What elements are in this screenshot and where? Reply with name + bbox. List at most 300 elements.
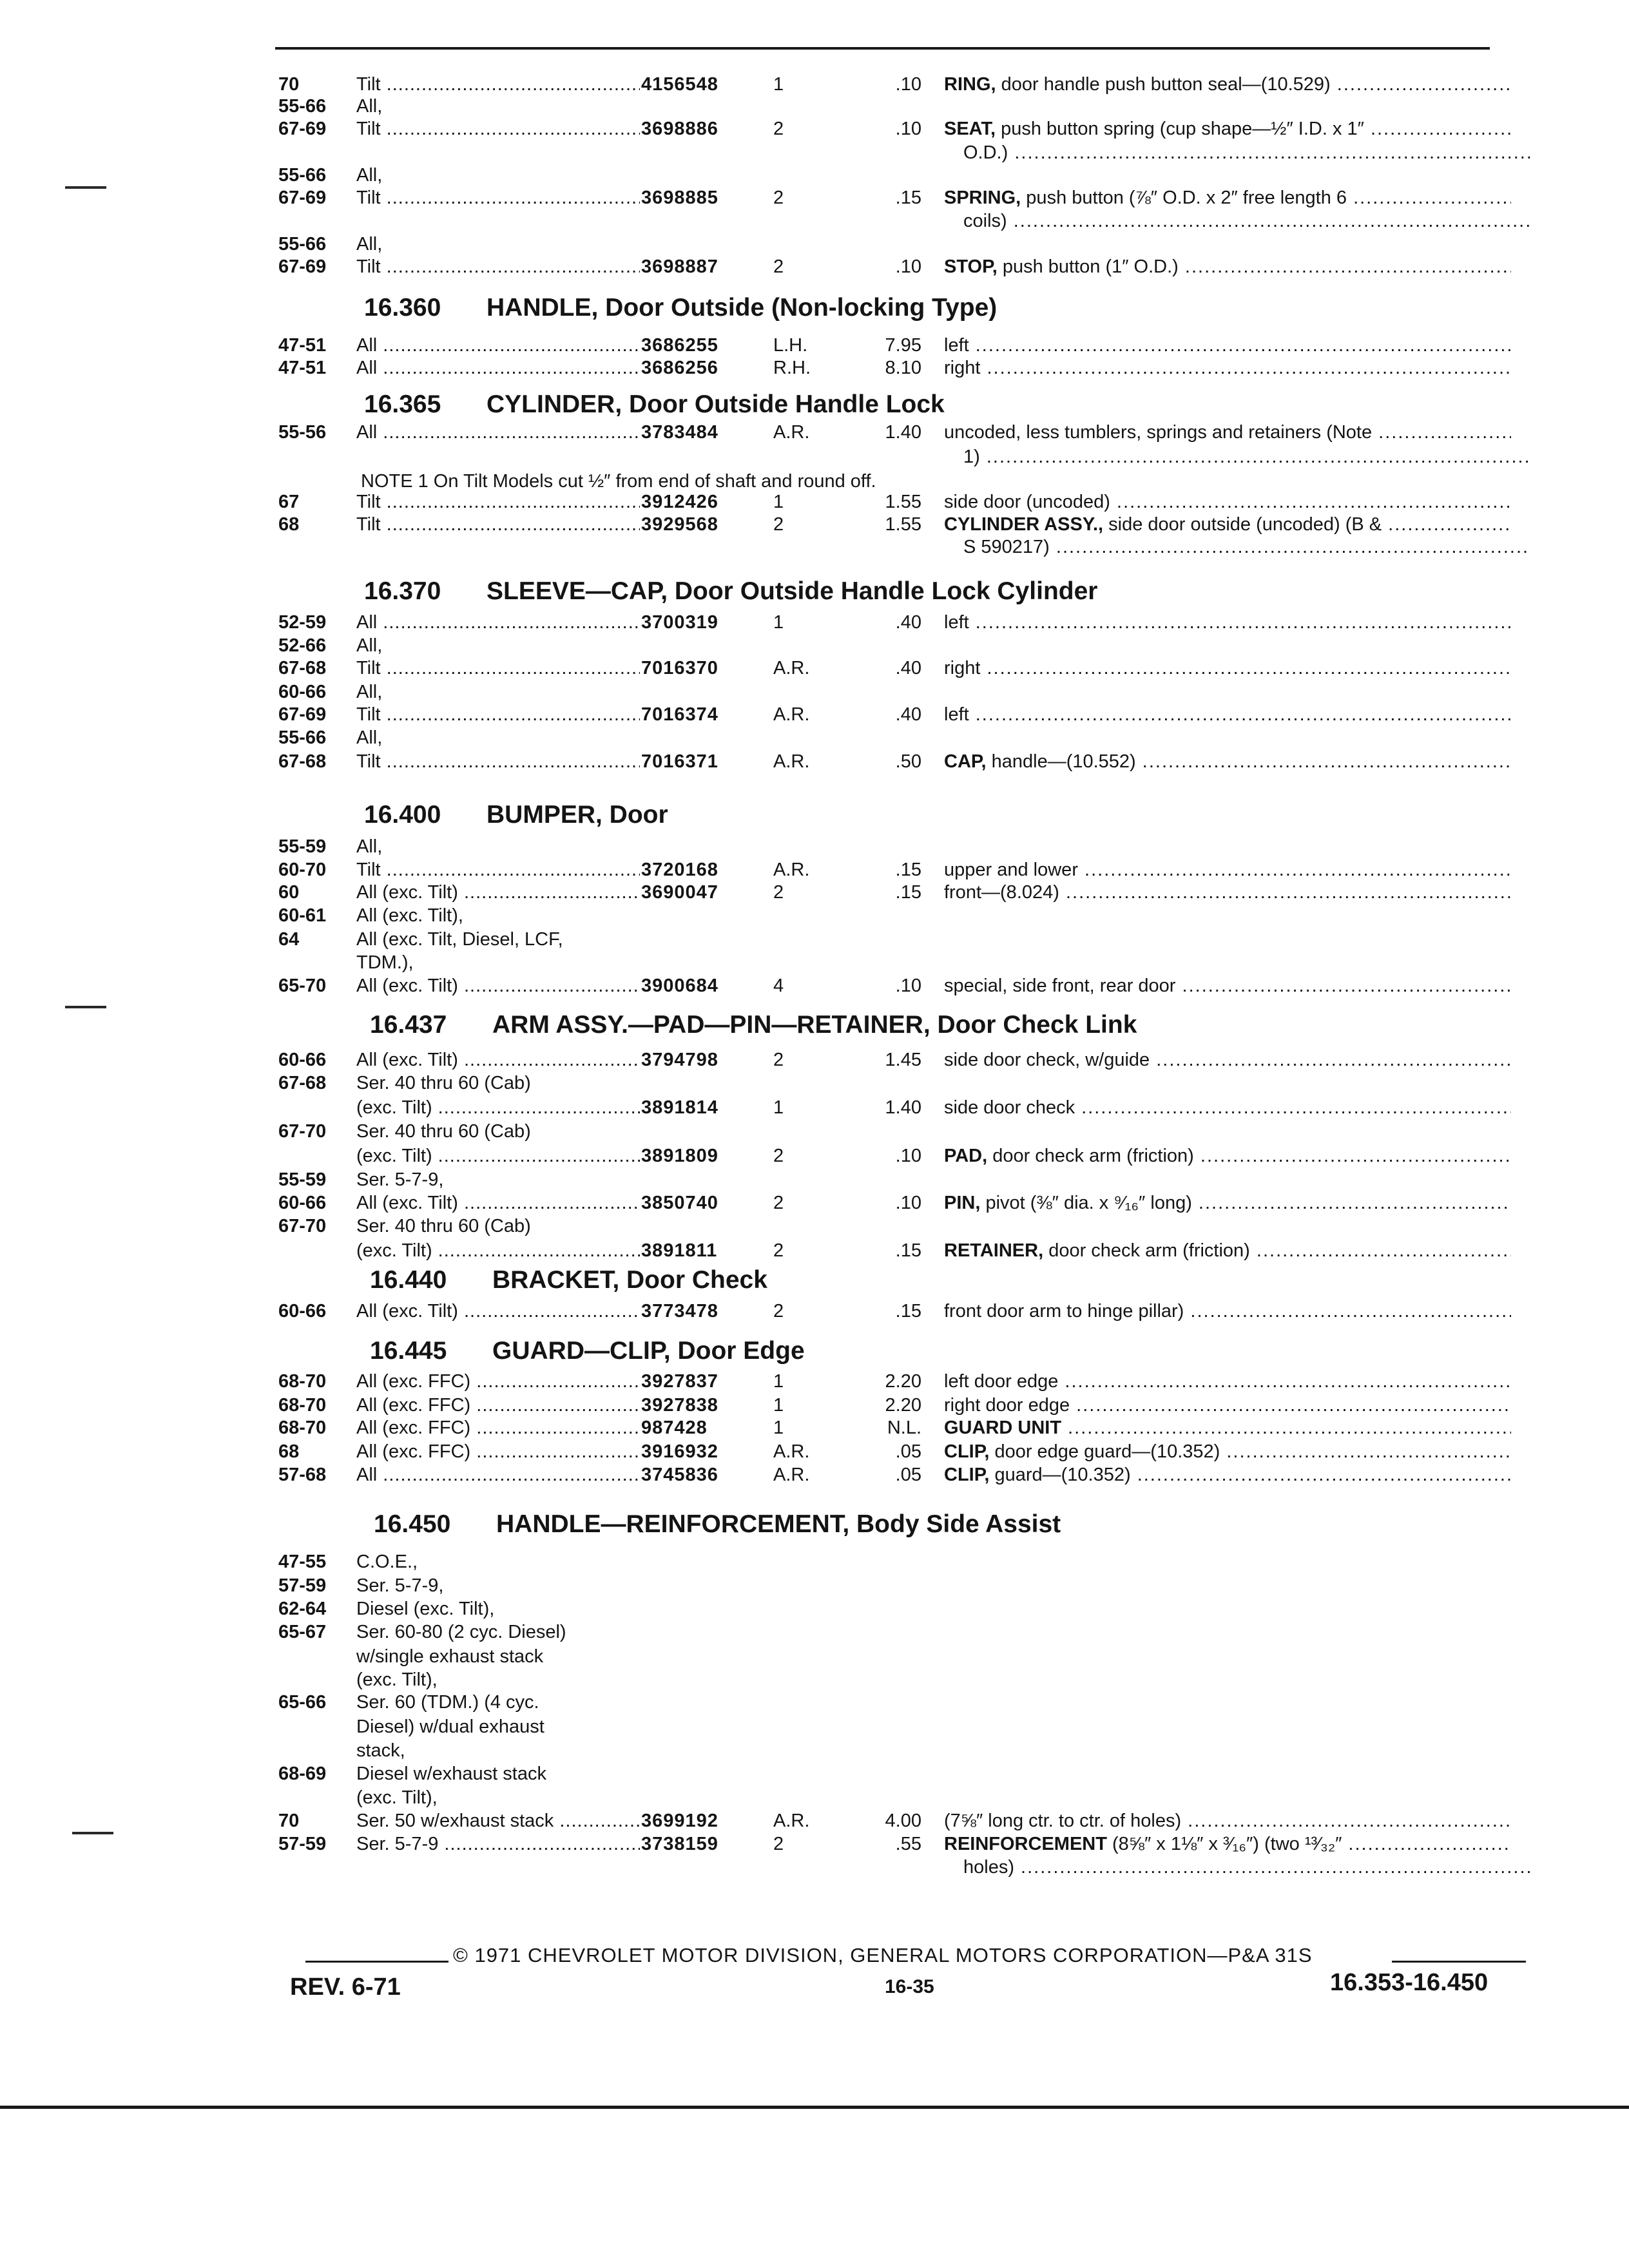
- list-price: .15: [895, 1301, 921, 1321]
- part-row: [0, 1738, 1629, 1763]
- part-name: GUARD UNIT: [944, 1418, 1062, 1438]
- part-row: [0, 950, 1629, 975]
- part-row: [0, 1573, 1629, 1598]
- part-number: 7016371: [641, 751, 718, 772]
- part-name: CLIP,: [944, 1441, 990, 1462]
- part-description: [944, 656, 1511, 680]
- list-price: N.L.: [887, 1418, 921, 1438]
- description-text: coils): [963, 211, 1007, 231]
- model-year: 67-68: [278, 1073, 327, 1093]
- part-row: [0, 1119, 1629, 1144]
- quantity: 2: [773, 1050, 784, 1070]
- model-application: Tilt .....: [356, 255, 640, 279]
- description-text: door check arm (friction): [1043, 1240, 1250, 1261]
- part-description: [944, 255, 1511, 279]
- part-name: PIN,: [944, 1193, 981, 1213]
- model-application: (exc. Tilt) .....: [356, 1238, 640, 1263]
- list-price: 4.00: [885, 1811, 921, 1831]
- part-description: [944, 1416, 1511, 1440]
- model-application: Diesel (exc. Tilt),: [356, 1599, 495, 1619]
- model-year: 55-66: [278, 96, 327, 117]
- description-text: O.D.): [963, 142, 1008, 163]
- model-application: All .....: [356, 610, 640, 635]
- model-year: 60: [278, 882, 300, 903]
- part-description: [944, 1144, 1511, 1168]
- part-description: [944, 1855, 1530, 1879]
- part-row: [0, 1463, 1629, 1487]
- description-text: side door outside (uncoded) (B &: [1103, 514, 1382, 535]
- part-name: RETAINER,: [944, 1240, 1044, 1261]
- part-row: [0, 834, 1629, 859]
- part-number: 3927837: [641, 1371, 718, 1392]
- list-price: .10: [895, 1193, 921, 1213]
- model-year: 55-59: [278, 836, 327, 857]
- quantity: 2: [773, 119, 784, 139]
- model-year: 57-59: [278, 1575, 327, 1596]
- model-application: Tilt .....: [356, 117, 640, 141]
- part-row: [0, 420, 1629, 445]
- section-number: 16.445: [370, 1337, 447, 1365]
- model-application: All .....: [356, 1463, 640, 1487]
- part-row: [0, 1855, 1629, 1879]
- section-number: 16.400: [364, 801, 441, 829]
- model-application: Tilt .....: [356, 72, 640, 97]
- model-application: TDM.),: [356, 952, 414, 973]
- part-row: [0, 1550, 1629, 1574]
- description-text: front—(8.024): [944, 882, 1059, 903]
- part-number: 3794798: [641, 1050, 718, 1070]
- description-text: side door (uncoded): [944, 492, 1110, 512]
- part-row: [0, 1785, 1629, 1810]
- part-row: [0, 1191, 1629, 1215]
- quantity: 1: [773, 1418, 784, 1438]
- model-application: Ser. 5-7-9,: [356, 1169, 444, 1190]
- part-description: [944, 420, 1511, 445]
- description-text: right door edge: [944, 1395, 1070, 1416]
- list-price: .15: [895, 187, 921, 208]
- model-year: 68-70: [278, 1371, 327, 1392]
- description-text: pivot (⅜″ dia. x ⁹⁄₁₆″ long): [980, 1193, 1192, 1213]
- section-title: CYLINDER, Door Outside Handle Lock: [487, 390, 945, 418]
- part-row: [0, 1144, 1629, 1168]
- part-number: 3891809: [641, 1146, 718, 1166]
- quantity: 2: [773, 1240, 784, 1261]
- part-description: [944, 1439, 1511, 1464]
- quantity: A.R.: [773, 751, 810, 772]
- list-price: .15: [895, 1240, 921, 1261]
- section-title: HANDLE—REINFORCEMENT, Body Side Assist: [496, 1510, 1061, 1538]
- list-price: .10: [895, 256, 921, 277]
- quantity: 1: [773, 1371, 784, 1392]
- part-name: SEAT,: [944, 119, 996, 139]
- part-description: [944, 1095, 1511, 1120]
- model-application: All (exc. Tilt) .....: [356, 1048, 640, 1072]
- page-number: 16-35: [885, 1976, 934, 1997]
- quantity: A.R.: [773, 1441, 810, 1462]
- part-number: 7016374: [641, 704, 718, 725]
- part-description: [944, 186, 1511, 210]
- description-text: special, side front, rear door: [944, 975, 1176, 996]
- section-title: GUARD—CLIP, Door Edge: [492, 1337, 805, 1365]
- model-application: (exc. Tilt),: [356, 1787, 438, 1808]
- section-title: SLEEVE—CAP, Door Outside Handle Lock Cylinder: [487, 577, 1098, 605]
- part-row: [0, 255, 1629, 279]
- model-application: C.O.E.,: [356, 1552, 418, 1572]
- part-row: [0, 1416, 1629, 1440]
- part-number: 3773478: [641, 1301, 718, 1321]
- model-application: (exc. Tilt) .....: [356, 1144, 640, 1168]
- description-text: front door arm to hinge pillar): [944, 1301, 1184, 1321]
- part-number: 3698887: [641, 256, 718, 277]
- model-application: All,: [356, 635, 383, 656]
- part-description: [944, 974, 1511, 998]
- part-row: [0, 232, 1629, 256]
- quantity: 4: [773, 975, 784, 996]
- part-number: 3916932: [641, 1441, 718, 1462]
- model-application: Ser. 50 w/exhaust stack .....: [356, 1809, 640, 1833]
- description-text: left door edge: [944, 1371, 1059, 1392]
- revision-label: REV. 6-71: [290, 1974, 401, 2001]
- list-price: .15: [895, 882, 921, 903]
- quantity: 2: [773, 187, 784, 208]
- model-application: w/single exhaust stack: [356, 1646, 544, 1667]
- part-number: 3891814: [641, 1097, 718, 1118]
- quantity: 2: [773, 1193, 784, 1213]
- model-application: Diesel) w/dual exhaust: [356, 1716, 545, 1737]
- model-application: All,: [356, 727, 383, 748]
- model-application: All,: [356, 836, 383, 857]
- description-text: push button (1″ O.D.): [997, 256, 1179, 277]
- description-text: holes): [963, 1857, 1014, 1878]
- list-price: .50: [895, 751, 921, 772]
- part-description: [944, 880, 1511, 905]
- list-price: 8.10: [885, 358, 921, 378]
- model-year: 67: [278, 492, 300, 512]
- part-row: [0, 1299, 1629, 1323]
- part-description: [944, 858, 1511, 882]
- description-text: S 590217): [963, 537, 1050, 557]
- quantity: 1: [773, 612, 784, 633]
- model-application: stack,: [356, 1740, 405, 1761]
- quantity: 2: [773, 1301, 784, 1321]
- part-row: [0, 1832, 1629, 1856]
- part-number: 987428: [641, 1418, 708, 1438]
- section-heading: [370, 1267, 767, 1293]
- model-year: 47-51: [278, 358, 327, 378]
- part-row: [0, 1095, 1629, 1120]
- part-description: [944, 445, 1530, 469]
- quantity: 2: [773, 1834, 784, 1854]
- part-row: [0, 1644, 1629, 1669]
- description-text: push button spring (cup shape—½″ I.D. x 1″: [996, 119, 1364, 139]
- section-heading: [370, 1012, 1137, 1037]
- part-row: [0, 512, 1629, 537]
- section-heading: [364, 579, 1097, 604]
- part-row: [0, 445, 1629, 469]
- model-year: 67-68: [278, 751, 327, 772]
- part-row: [0, 1809, 1629, 1833]
- part-row: [0, 974, 1629, 998]
- quantity: 2: [773, 514, 784, 535]
- model-year: 52-66: [278, 635, 327, 656]
- part-description: [944, 1832, 1511, 1856]
- part-name: STOP,: [944, 256, 998, 277]
- part-name: RING,: [944, 74, 996, 95]
- model-year: 67-70: [278, 1121, 327, 1142]
- part-row: [0, 1048, 1629, 1072]
- quantity: A.R.: [773, 1465, 810, 1485]
- model-year: 67-69: [278, 704, 327, 725]
- section-heading: [364, 392, 945, 417]
- quantity: 1: [773, 1395, 784, 1416]
- description-text: (8⅝″ x 1⅛″ x ³⁄₁₆″) (two ¹³⁄₃₂″: [1106, 1834, 1342, 1854]
- part-number: 3738159: [641, 1834, 718, 1854]
- part-row: [0, 535, 1629, 559]
- part-row: [0, 656, 1629, 680]
- part-name: CYLINDER ASSY.,: [944, 514, 1104, 535]
- model-year: 60-70: [278, 860, 327, 880]
- list-price: .05: [895, 1441, 921, 1462]
- model-application: Tilt .....: [356, 702, 640, 727]
- part-row: [0, 1439, 1629, 1464]
- list-price: 1.40: [885, 1097, 921, 1118]
- model-application: All (exc. FFC) .....: [356, 1439, 640, 1464]
- model-year: 65-66: [278, 1692, 327, 1713]
- part-number: 3891811: [641, 1240, 718, 1261]
- part-description: [944, 356, 1511, 380]
- description-text: upper and lower: [944, 860, 1078, 880]
- model-application: Ser. 40 thru 60 (Cab): [356, 1121, 531, 1142]
- model-year: 65-70: [278, 975, 327, 996]
- quantity: L.H.: [773, 335, 808, 356]
- list-price: .15: [895, 860, 921, 880]
- model-application: (exc. Tilt) .....: [356, 1095, 640, 1120]
- catalog-note: NOTE 1 On Tilt Models cut ½″ from end of shaft and round off.: [361, 471, 876, 492]
- part-number: 3900684: [641, 975, 718, 996]
- model-year: 55-66: [278, 234, 327, 255]
- part-number: 3699192: [641, 1811, 718, 1831]
- section-number: 16.360: [364, 294, 441, 322]
- model-year: 60-66: [278, 682, 327, 702]
- part-row: [0, 140, 1629, 165]
- quantity: R.H.: [773, 358, 811, 378]
- part-row: [0, 726, 1629, 750]
- quantity: A.R.: [773, 1811, 810, 1831]
- list-price: 1.40: [885, 422, 921, 443]
- list-price: 7.95: [885, 335, 921, 356]
- part-row: [0, 927, 1629, 952]
- footer-rule-left: [305, 1961, 448, 1963]
- model-year: 65-67: [278, 1622, 327, 1642]
- model-application: All .....: [356, 420, 640, 445]
- model-year: 52-59: [278, 612, 327, 633]
- list-price: .40: [895, 658, 921, 678]
- section-heading: [374, 1512, 1061, 1537]
- list-price: .10: [895, 119, 921, 139]
- model-year: 67-70: [278, 1216, 327, 1236]
- model-application: Ser. 40 thru 60 (Cab): [356, 1073, 531, 1093]
- model-application: Ser. 60 (TDM.) (4 cyc.: [356, 1692, 539, 1713]
- model-application: Ser. 5-7-9 .....: [356, 1832, 640, 1856]
- part-description: [944, 702, 1511, 727]
- model-year: 47-51: [278, 335, 327, 356]
- part-row: [0, 680, 1629, 704]
- part-description: [944, 1369, 1511, 1394]
- part-description: [944, 1238, 1511, 1263]
- list-price: 1.55: [885, 492, 921, 512]
- model-application: Tilt .....: [356, 512, 640, 537]
- quantity: A.R.: [773, 860, 810, 880]
- part-row: [0, 610, 1629, 635]
- part-number: 3745836: [641, 1465, 718, 1485]
- part-number: 3686256: [641, 358, 718, 378]
- model-application: All,: [356, 165, 383, 186]
- part-description: [944, 1463, 1511, 1487]
- list-price: 2.20: [885, 1371, 921, 1392]
- part-number: 3686255: [641, 335, 718, 356]
- list-price: .40: [895, 612, 921, 633]
- section-number: 16.370: [364, 577, 441, 605]
- model-year: 60-61: [278, 905, 327, 926]
- model-year: 47-55: [278, 1552, 327, 1572]
- section-heading: [370, 1338, 805, 1363]
- part-row: [0, 333, 1629, 358]
- model-application: (exc. Tilt),: [356, 1669, 438, 1690]
- model-application: Ser. 5-7-9,: [356, 1575, 444, 1596]
- part-number: 3720168: [641, 860, 718, 880]
- model-application: Tilt .....: [356, 656, 640, 680]
- model-year: 55-66: [278, 727, 327, 748]
- quantity: A.R.: [773, 658, 810, 678]
- model-application: Tilt .....: [356, 490, 640, 514]
- part-row: [0, 1168, 1629, 1192]
- section-range: 16.353-16.450: [1330, 1969, 1489, 1996]
- list-price: .05: [895, 1465, 921, 1485]
- model-year: 60-66: [278, 1193, 327, 1213]
- part-description: [944, 490, 1511, 514]
- part-number: 3850740: [641, 1193, 718, 1213]
- part-number: 3783484: [641, 422, 718, 443]
- model-application: All (exc. Tilt) .....: [356, 880, 640, 905]
- quantity: 2: [773, 256, 784, 277]
- model-year: 67-69: [278, 187, 327, 208]
- description-text: guard—(10.352): [989, 1465, 1131, 1485]
- model-year: 64: [278, 929, 300, 950]
- part-description: [944, 512, 1511, 537]
- description-text: door edge guard—(10.352): [989, 1441, 1220, 1462]
- part-description: [944, 333, 1511, 358]
- part-row: [0, 1238, 1629, 1263]
- list-price: 2.20: [885, 1395, 921, 1416]
- description-text: right: [944, 658, 981, 678]
- part-row: [0, 94, 1629, 119]
- model-application: All,: [356, 96, 383, 117]
- model-year: 60-66: [278, 1050, 327, 1070]
- part-row: [0, 72, 1629, 97]
- model-year: 62-64: [278, 1599, 327, 1619]
- model-application: All (exc. FFC) .....: [356, 1369, 640, 1394]
- model-year: 67-69: [278, 119, 327, 139]
- description-text: push button (⅞″ O.D. x 2″ free length 6: [1021, 187, 1347, 208]
- part-row: [0, 749, 1629, 774]
- part-row: [0, 117, 1629, 141]
- list-price: .55: [895, 1834, 921, 1854]
- part-row: [0, 1071, 1629, 1095]
- list-price: 1.45: [885, 1050, 921, 1070]
- part-row: [0, 163, 1629, 187]
- model-application: Ser. 60-80 (2 cyc. Diesel): [356, 1622, 566, 1642]
- part-number: 7016370: [641, 658, 718, 678]
- part-row: [0, 858, 1629, 882]
- model-application: All (exc. Tilt) .....: [356, 1191, 640, 1215]
- model-application: Tilt .....: [356, 749, 640, 774]
- part-row: [0, 1597, 1629, 1621]
- model-year: 55-66: [278, 165, 327, 186]
- part-description: [944, 1191, 1511, 1215]
- part-description: [944, 749, 1511, 774]
- description-text: handle—(10.552): [986, 751, 1136, 772]
- part-number: 3929568: [641, 514, 718, 535]
- part-row: [0, 1762, 1629, 1786]
- quantity: 1: [773, 74, 784, 95]
- part-name: REINFORCEMENT: [944, 1834, 1107, 1854]
- section-title: BRACKET, Door Check: [492, 1266, 767, 1294]
- description-text: left: [944, 335, 969, 356]
- part-description: [944, 72, 1511, 97]
- model-application: All (exc. FFC) .....: [356, 1393, 640, 1418]
- part-row: [0, 1715, 1629, 1739]
- part-description: [944, 140, 1530, 165]
- model-application: All (exc. FFC) .....: [356, 1416, 640, 1440]
- part-row: [0, 633, 1629, 658]
- part-description: [944, 1809, 1511, 1833]
- description-text: door handle push button seal—(10.529): [996, 74, 1331, 95]
- model-year: 67-68: [278, 658, 327, 678]
- part-number: 3700319: [641, 612, 718, 633]
- quantity: A.R.: [773, 422, 810, 443]
- list-price: .10: [895, 1146, 921, 1166]
- model-year: 68: [278, 514, 300, 535]
- model-application: Ser. 40 thru 60 (Cab): [356, 1216, 531, 1236]
- quantity: 1: [773, 492, 784, 512]
- part-description: [944, 117, 1511, 141]
- model-application: All (exc. Tilt),: [356, 905, 463, 926]
- part-name: SPRING,: [944, 187, 1021, 208]
- part-row: [0, 1393, 1629, 1418]
- model-year: 68-70: [278, 1395, 327, 1416]
- section-title: ARM ASSY.—PAD—PIN—RETAINER, Door Check Link: [492, 1011, 1137, 1039]
- part-row: [0, 186, 1629, 210]
- model-year: 55-59: [278, 1169, 327, 1190]
- part-name: CLIP,: [944, 1465, 990, 1485]
- footer-rule-right: [1392, 1961, 1526, 1963]
- model-application: All (exc. Tilt) .....: [356, 1299, 640, 1323]
- model-application: All (exc. Tilt, Diesel, LCF,: [356, 929, 563, 950]
- model-year: 68: [278, 1441, 300, 1462]
- model-application: All,: [356, 234, 383, 255]
- model-year: 70: [278, 1811, 300, 1831]
- part-row: [0, 490, 1629, 514]
- description-text: door check arm (friction): [987, 1146, 1194, 1166]
- section-number: 16.440: [370, 1266, 447, 1294]
- model-year: 57-68: [278, 1465, 327, 1485]
- description-text: side door check: [944, 1097, 1075, 1118]
- part-row: [0, 1690, 1629, 1715]
- model-year: 55-56: [278, 422, 327, 443]
- part-row: [0, 880, 1629, 905]
- part-description: [944, 1393, 1511, 1418]
- model-year: 68-70: [278, 1418, 327, 1438]
